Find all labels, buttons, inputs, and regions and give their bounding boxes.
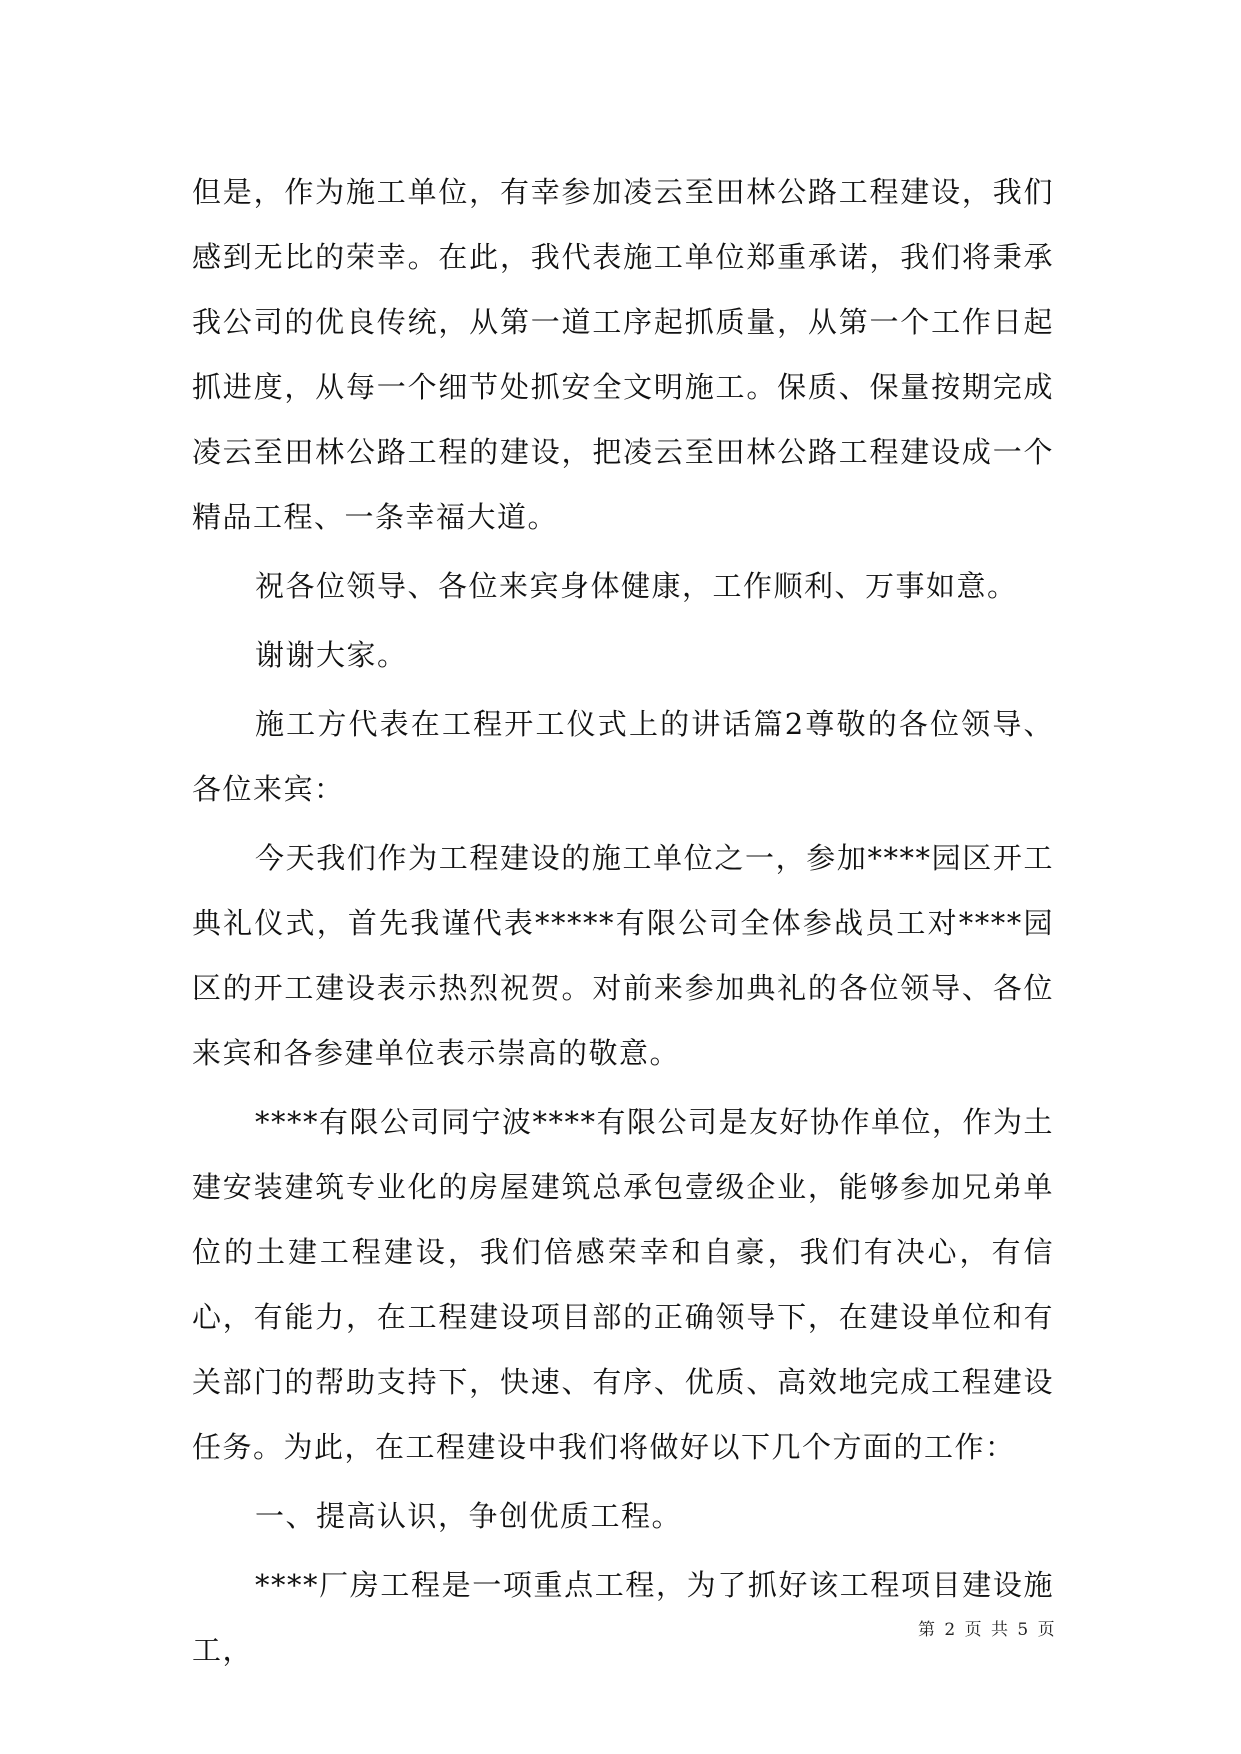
paragraph-7: 一、提高认识，争创优质工程。	[255, 1499, 683, 1533]
paragraph-6: ****有限公司同宁波****有限公司是友好协作单位，作为土建安装建筑专业化的房屋建筑总承包壹级企业，能够参加兄弟单位的土建工程建设，我们倍感荣幸和自豪，我们有决心，有信心，有能力，在工程建设项目部的正确领导下，在建设单位和有关部门的帮助支持下，快速、有序、优质、高效地完成工程建设任务。为此，在工程建设中我们将做好以下几个方面的工作：	[192, 1105, 1055, 1464]
paragraph-5: 今天我们作为工程建设的施工单位之一，参加****园区开工典礼仪式，首先我谨代表*****有限公司全体参战员工对****园区的开工建设表示热烈祝贺。对前来参加典礼的各位领导、各位来宾和各参建单位表示崇高的敬意。	[192, 841, 1054, 1070]
paragraph-2: 祝各位领导、各位来宾身体健康，工作顺利、万事如意。	[255, 569, 1018, 603]
paragraph-8: ****厂房工程是一项重点工程，为了抓好该工程项目建设施工，	[192, 1568, 1054, 1667]
paragraph-3: 谢谢大家。	[255, 638, 408, 672]
document-body	[192, 160, 1054, 1683]
paragraph-4: 施工方代表在工程开工仪式上的讲话篇2尊敬的各位领导、各位来宾：	[192, 707, 1054, 806]
page-number-footer: 第 2 页 共 5 页	[918, 1620, 1057, 1640]
paragraph-1: 但是，作为施工单位，有幸参加凌云至田林公路工程建设，我们感到无比的荣幸。在此，我代表施工单位郑重承诺，我们将秉承我公司的优良传统，从第一道工序起抓质量，从第一个工作日起抓进度，从每一个细节处抓安全文明施工。保质、保量按期完成凌云至田林公路工程的建设，把凌云至田林公路工程建设成一个精品工程、一条幸福大道。	[192, 175, 1054, 534]
